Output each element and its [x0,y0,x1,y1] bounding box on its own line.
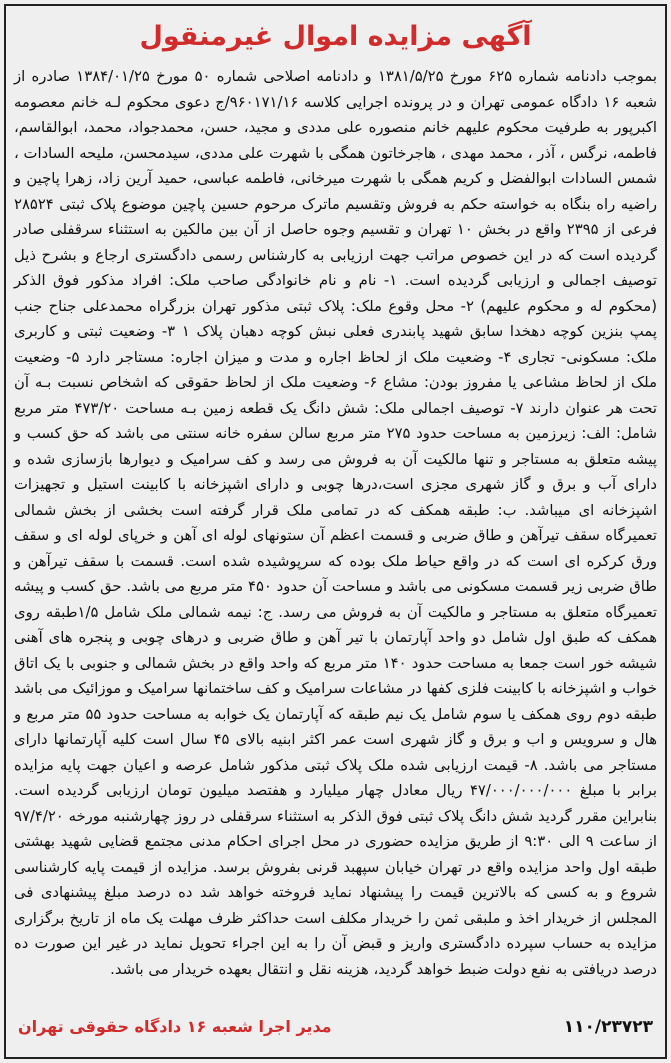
notice-body: بموجب دادنامه شماره ۶۲۵ مورخ ۱۳۸۱/۵/۲۵ و دادنامه اصلاحی شماره ۵۰ مورخ ۱۳۸۴/۰۱/۲۵ صادره از شعبه ۱۶ دادگاه عمومی تهران و در پرونده اجرایی کلاسه ۹۶۰۱۷۱/۱۶/ج دعوی محکوم لـه خانم معصومه اکبرپور به طرفیت محکوم علیهم خانم منصوره علی مددی و مجید، حسن، محمدجواد، محمد، ابوالقاسم، فاطمه، نرگس ، آذر ، محمد مهدی ، هاجرخاتون همگی با شهرت علی مددی، سیدمحسن، ملیحه السادات ، شمس السادات ابوالفضل و کریم همگی با شهرت میرخانی، فاطمه عباسی، حمید آرین زاد، زهرا پاچین و راضیه راه بنگاه به خواسته حکم به فروش وتقسیم ماترک مرحوم حسین پاچین موضوع پلاک ثبتی ۲۸۵۲۴ فرعی از ۲۳۹۵ واقع در بخش ۱۰ تهران و تقسیم وجوه حاصل از آن بین مالکین به استثناء سرقفلی صادر گردیده است که در این خصوص مراتب جهت ارزیابی به کارشناس رسمی دادگستری ارجاع و بشرح ذیل توصیف اجمالی و ارزیابی گردیده است. ۱- نام و نام خانوادگی صاحب ملک: افراد مذکور فوق الذکر (محکوم له و محکوم علیهم) ۲- محل وقوع ملک: پلاک ثبتی مذکور تهران بزرگراه محمدعلی جناح جنب پمپ بنزین کوچه دهخدا سابق شهید پابندری فعلی نبش کوچه دهبان پلاک ۱ ۳- وضعیت ثبتی و کاربری ملک: مسکونی- تجاری ۴- وضعیت ملک از لحاظ اجاره و مدت و میزان اجاره: مستاجر دارد ۵- وضعیت ملک از لحاظ مشاعی یا مفروز بودن: مشاع ۶- وضعیت ملک از لحاظ حقوقی که اشخاص نسبت بـه آن تحت هر عنوان دارند ۷- توصیف اجمالی ملک: شش دانگ یک قطعه زمین بـه مساحت ۴۷۳/۲۰ متر مربع شامل: الف: زیرزمین به مساحت حدود ۲۷۵ متر مربع سالن سفره خانه سنتی می باشد که حق کسب و پیشه متعلق به مستاجر و تنها مالکیت آن به فروش می رسد و کف سرامیک و دیوارها بازسازی شده و دارای آب و برق و گاز شهری مجزی است،درها چوبی و دارای اشپزخانه با کابینت استیل و تجهیزات اشپزخانه ای میباشد. ب: طبقه همکف که در تمامی ملک قرار گرفته است بخشی از بخش شمالی تعمیرگاه سقف تیرآهن و طاق ضربی و قسمت اعظم آن ستونهای لوله ای آهن و خرپای لوله ای و سقف ورق کرکره ای است که در واقع حیاط ملک بوده که سرپوشیده شده است. قسمت با سقف تیرآهن و طاق ضربی زیر قسمت مسکونی می باشد و مساحت آن حدود ۴۵۰ متر مربع می باشد. حق کسب و پیشه تعمیرگاه متعلق به مستاجر و مالکیت آن به فروش می رسد. ج: نیمه شمالی ملک شامل ۱/۵طبقه روی همکف که طبق اول شامل دو واحد آپارتمان با تیر آهن و طاق ضربی و درهای چوبی و پنجره های آهنی شیشه خور است جمعا به مساحت حدود ۱۴۰ متر مربع که واحد واقع در بخش شمالی و جنوبی با یک اتاق خواب و اشپزخانه با کابینت فلزی کفها در مشاعات سرامیک و کف ساختمانها سرامیک و موزائیک می باشد طبقه دوم روی همکف یا سوم شامل یک نیم طبقه که آپارتمان یک خوابه به مساحت حدود ۵۵ متر مربع و هال و سرویس و اب و برق و گاز شهری است عمر اکثر ابنیه بالای ۴۵ سال است کلیه آپارتمانها دارای مستاجر می باشد. ۸- قیمت ارزیابی شده ملک پلاک ثبتی مذکور شامل عرصه و اعیان جهت پایه مزایده برابر با مبلغ ۴۷/۰۰۰/۰۰۰/۰۰۰ ریال معادل چهار میلیارد و هفتصد میلیون تومان ارزیابی گردیده است. بنابراین مقرر گردید شش دانگ پلاک ثبتی فوق الذکر به استثناء سرقفلی در روز چهارشنبه مورخه ۹۷/۴/۲۰ از ساعت ۹ الی ۹:۳۰ از طریق مزایده حضوری در محل اجرای احکام مدنی مجتمع قضایی شهید بهشتی طبقه اول واحد مزایده واقع در تهران خیابان سپهبد قرنی بفروش برسد. مزایده از قیمت پایه کارشناسی شروع و به کسی که بالاترین قیمت را پیشنهاد نماید فروخته خواهد شد ده درصد مبلغ پیشنهادی فی المجلس از خریدار اخذ و ملبقی ثمن را خریدار مکلف است حداکثر ظرف مهلت یک ماه از تاریخ برگزاری مزایده به حساب سپرده دادگستری واریز و قبض آن را به این اجراء تحویل نماید در غیر این صورت ده درصد دریافتی به نفع دولت ضبط خواهد گردید، هزینه نقل و انتقال بعهده خریدار می باشد. [14,68,658,978]
notice-border [4,4,667,1059]
notice-footer [18,1013,653,1045]
reference-number: ۱۱۰/۲۳۷۲۳ [563,1017,653,1037]
signature-line: مدیر اجرا شعبه ۱۶ دادگاه حقوقی تهران [18,1017,332,1036]
notice-title: آگهی مزایده اموال غیرمنقول [139,21,532,52]
